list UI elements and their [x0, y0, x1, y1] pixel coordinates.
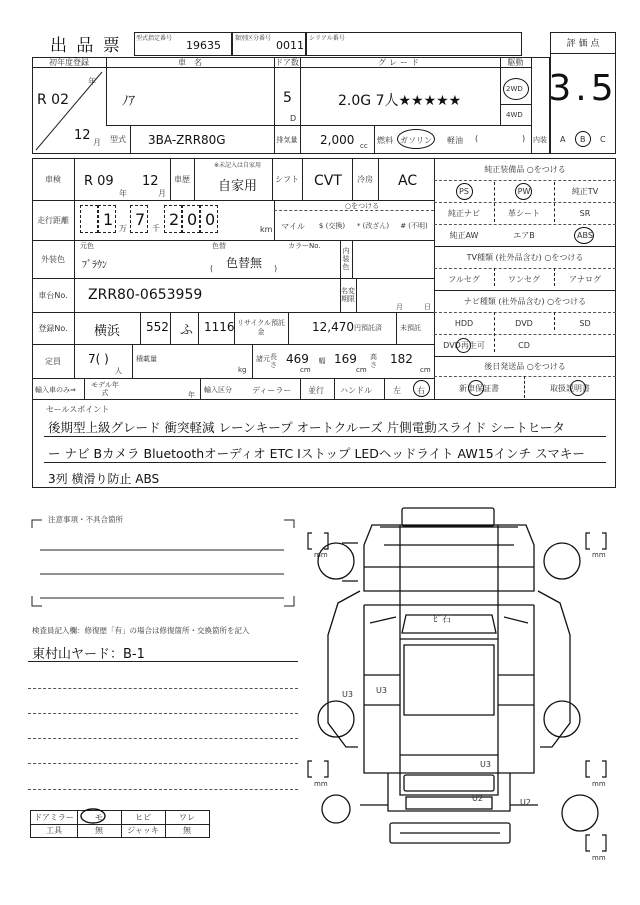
- odo-tampered: * (改ざん): [356, 222, 390, 230]
- navi-dvd: DVD: [515, 318, 533, 328]
- genuine-airbag: エアB: [513, 230, 535, 240]
- model-year-unit: 年: [188, 391, 195, 399]
- car-diagram: [300, 505, 620, 870]
- bt-tools-val: 無: [95, 826, 103, 835]
- first-reg-month: 12: [74, 128, 91, 143]
- bt-crack: ヒビ: [135, 813, 151, 822]
- color-label: 外装色: [41, 254, 65, 264]
- first-reg-year-unit: 年: [88, 77, 96, 86]
- load-label: 積載量: [136, 355, 157, 363]
- sales-line-1: 後期型上級グレード 衝突軽減 レーンキープ オートクルーズ 片側電動スライド シートヒータ: [48, 420, 565, 435]
- model-label: 型式: [110, 135, 126, 144]
- odo-note: ○をつける: [345, 202, 380, 210]
- mileage-digit-2: 1: [103, 210, 114, 229]
- bt-tools: 工具: [46, 826, 62, 835]
- fuel-label: 燃料: [377, 136, 393, 145]
- serial-label: シリアル番号: [309, 35, 345, 42]
- navi-cd: CD: [518, 340, 530, 350]
- mileage-digit-6: 0: [205, 210, 216, 229]
- genuine-aw: 純正AW: [449, 230, 479, 240]
- height-label: 高さ: [370, 353, 377, 369]
- genuine-sr: SR: [579, 208, 591, 218]
- chassis-value: ZRR80-0653959: [88, 287, 203, 303]
- km-unit: km: [260, 225, 273, 234]
- navi-dvd-play: DVD再生可: [443, 340, 485, 350]
- repaint-paren-close: ): [274, 264, 278, 273]
- length-label: 長さ: [270, 353, 277, 369]
- diagram-mark-chip: ﾋﾞ石: [433, 615, 452, 625]
- width-label: 幅: [318, 357, 326, 365]
- fuel-paren-close: ): [522, 134, 526, 143]
- score-label: 評 価 点: [550, 32, 616, 54]
- length-cm: cm: [300, 366, 311, 374]
- mirror-circle-mark: [76, 807, 110, 825]
- later-title: 後日発送品 ○をつける: [484, 361, 566, 371]
- recycle-unit: 円預託済: [354, 324, 382, 332]
- grade-value: 2.0G 7人★★★★★: [338, 93, 462, 109]
- car-name-label: 車 名: [178, 58, 202, 67]
- name-change-day: 日: [424, 303, 431, 311]
- mm-unit-2: mm: [592, 551, 606, 559]
- later-manual-circle: [570, 380, 586, 396]
- genuine-abs: ABS: [577, 230, 593, 240]
- class-no-value: 0011: [276, 39, 304, 52]
- import-class-label: 輸入区分: [204, 386, 232, 394]
- form-title: 出 品 票: [50, 36, 122, 56]
- height-cm: cm: [420, 366, 431, 374]
- genuine-ps: PS: [459, 186, 469, 196]
- genuine-abs-circle: [574, 227, 594, 244]
- interior-label: 内装: [533, 135, 547, 144]
- reg-kana: ふ: [180, 323, 194, 338]
- orig-color: ﾌﾞﾗｳﾝ: [82, 260, 107, 271]
- reg-num: 1116: [204, 320, 235, 334]
- odo-unknown: # (不明): [400, 222, 428, 230]
- diagram-mark-u3-a: U3: [342, 690, 353, 699]
- repaint-value: 色替無: [226, 256, 263, 270]
- genuine-pw-circle: [515, 183, 532, 200]
- first-reg-era: R 02: [37, 92, 69, 108]
- navi-title: ナビ種類 (社外品含む) ○をつける: [463, 296, 587, 306]
- handle-right: 右: [417, 386, 425, 395]
- history-label: 車歴: [174, 174, 190, 184]
- capacity-label: 定員: [45, 356, 61, 366]
- dims-label: 諸元: [256, 355, 270, 363]
- aircon-value: AC: [398, 173, 418, 189]
- navi-dvd-play-circle: [456, 338, 471, 353]
- later-warranty: 新車保証書: [459, 383, 499, 393]
- later-manual: 取扱説明書: [550, 383, 590, 393]
- genuine-leather: 革シート: [508, 208, 540, 218]
- kg-unit: kg: [238, 366, 247, 374]
- mile-label: マイル: [281, 221, 305, 231]
- import-dealer: ディーラー: [252, 386, 292, 395]
- fuel-paren-open: (: [475, 134, 479, 143]
- sales-line-3: 3列 横滑り防止 ABS: [48, 472, 160, 486]
- length-value: 469: [286, 352, 309, 366]
- class-no-label: 類別区分番号: [235, 35, 272, 42]
- name-change-label: 名変期限: [341, 287, 355, 303]
- shaken-month-unit: 月: [158, 189, 166, 198]
- shift-label: シフト: [275, 174, 299, 184]
- reg-class: 552: [146, 320, 169, 334]
- import-parallel: 並行: [308, 386, 324, 395]
- mileage-digit-5: 0: [187, 210, 198, 229]
- tv-fullseg: フルセグ: [448, 274, 480, 284]
- interior-grade-c: C: [600, 135, 606, 144]
- caution-bracket: [28, 516, 298, 610]
- tv-analog: アナログ: [569, 274, 601, 284]
- genuine-pw: PW: [517, 186, 531, 196]
- history-value: 自家用: [218, 179, 258, 194]
- color-no-label: カラーNo.: [288, 242, 321, 250]
- later-warranty-circle: [468, 380, 484, 396]
- mm-unit-4: mm: [592, 780, 606, 788]
- genuine-title: 純正装備品 ○をつける: [484, 164, 566, 174]
- bt-break: ワレ: [179, 813, 195, 822]
- recycle-value: 12,470: [312, 320, 354, 334]
- width-value: 169: [334, 352, 357, 366]
- shaken-label: 車検: [45, 174, 61, 184]
- history-note: ※未記入は自家用: [214, 162, 262, 169]
- doors-unit: D: [290, 114, 297, 123]
- odo-exchange: $ (交換): [318, 222, 346, 230]
- model-no-label: 型式指定番号: [136, 35, 173, 42]
- height-value: 182: [390, 352, 413, 366]
- diagram-mark-u3-b: U3: [376, 686, 387, 695]
- cc-unit: cc: [360, 142, 368, 150]
- car-name: ﾉｱ: [122, 94, 135, 109]
- name-change-month: 月: [396, 303, 403, 311]
- mm-unit-5: mm: [592, 854, 606, 862]
- shaken-year-unit: 年: [119, 189, 127, 198]
- mm-unit-1: mm: [314, 551, 328, 559]
- displacement-value: 2,000: [320, 133, 355, 147]
- capacity-value: 7( ): [88, 352, 109, 366]
- mileage-label: 走行距離: [37, 215, 69, 225]
- score-value: 3.5: [548, 67, 618, 109]
- reg-area: 横浜: [94, 324, 121, 339]
- grade-label: グレード: [378, 58, 422, 67]
- diagram-mark-u2-b: U2: [520, 798, 531, 807]
- reg-label: 登録No.: [38, 323, 68, 333]
- mileage-digits: [80, 205, 273, 234]
- diagram-mark-u3-c: U3: [480, 760, 491, 769]
- inspector-text: 東村山ヤード：B-1: [32, 647, 145, 662]
- bt-jack-val: 無: [183, 826, 191, 835]
- model-no-value: 19635: [186, 39, 221, 52]
- bt-mirror-val: モ: [95, 813, 103, 822]
- handle-left: 左: [393, 386, 401, 395]
- aircon-label: 冷房: [357, 174, 373, 184]
- first-reg-label: 初年度登録: [49, 58, 89, 67]
- width-cm: cm: [356, 366, 367, 374]
- drive-2wd: 2WD: [506, 85, 523, 93]
- genuine-ps-circle: [456, 183, 473, 200]
- fuel-gasoline: ガソリン: [400, 136, 432, 145]
- navi-hdd: HDD: [454, 318, 474, 328]
- import-label: 輸入車のみ⇒: [35, 386, 76, 394]
- repaint-paren-open: (: [210, 264, 214, 273]
- repaint-label: 色替: [212, 242, 226, 250]
- capacity-unit: 人: [115, 367, 122, 375]
- recycle-label: リサイクル預託金: [236, 319, 286, 336]
- bottom-table: [30, 810, 210, 838]
- caution-label: 注意事項・不具合箇所: [48, 515, 123, 524]
- man-unit: 万: [119, 224, 127, 233]
- shaken-era: R 09: [84, 174, 114, 189]
- drive-label: 駆動: [507, 58, 524, 67]
- sales-label: セールスポイント: [46, 405, 110, 414]
- diagram-mark-u2-a: U2: [472, 794, 483, 803]
- bt-door-mirror: ドアミラー: [34, 813, 74, 822]
- bt-jack: ジャッキ: [127, 826, 159, 835]
- interior-grade-a: A: [560, 135, 566, 144]
- tv-title: TV種類 (社外品含む) ○をつける: [466, 252, 584, 262]
- equipment-panel: [434, 158, 616, 400]
- mm-unit-3: mm: [314, 780, 328, 788]
- doors-label: ドア数: [275, 58, 299, 67]
- shift-value: CVT: [314, 173, 342, 189]
- interior-grade-b: B: [580, 135, 586, 144]
- fuel-diesel: 軽油: [447, 136, 463, 145]
- shaken-month: 12: [142, 174, 159, 189]
- first-reg-month-unit: 月: [93, 138, 101, 147]
- model-year-label: モデル年式: [91, 381, 119, 397]
- chassis-label: 車台No.: [38, 290, 68, 300]
- interior-color-label: 内装色: [342, 247, 350, 271]
- inspector-label: 検査員記入欄：修復歴「有」の場合は修復箇所・交換箇所を記入: [32, 626, 250, 635]
- sen-unit: 千: [152, 224, 160, 233]
- doors-value: 5: [283, 90, 292, 106]
- model-value: 3BA-ZRR80G: [148, 133, 226, 147]
- genuine-navi: 純正ナビ: [448, 208, 480, 218]
- handle-label: ハンドル: [340, 386, 372, 395]
- sales-line-2: ー ナビ Bカメラ Bluetoothオーディオ ETC Iストップ LEDヘッドライト AW15インチ スマキー: [48, 446, 585, 461]
- displacement-label: 排気量: [276, 135, 298, 144]
- tv-oneseg: ワンセグ: [508, 274, 540, 284]
- genuine-tv: 純正TV: [571, 186, 599, 196]
- mileage-digit-4: 2: [169, 210, 180, 229]
- recycle-none: 未預託: [400, 324, 421, 332]
- navi-sd: SD: [579, 318, 591, 328]
- drive-4wd: 4WD: [506, 111, 523, 119]
- orig-color-label: 元色: [80, 242, 94, 250]
- mileage-digit-3: 7: [135, 210, 146, 229]
